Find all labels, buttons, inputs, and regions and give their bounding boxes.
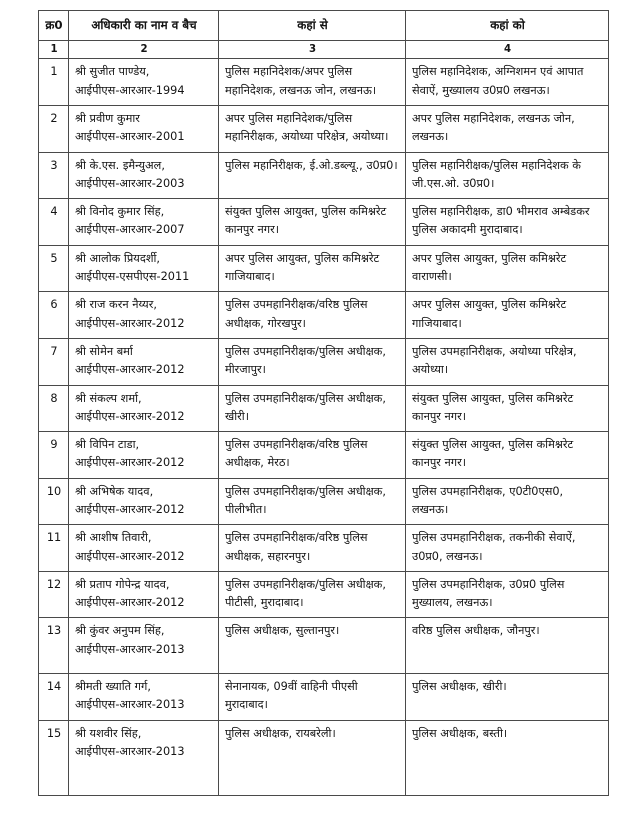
- cell-serial-number: 6: [39, 292, 69, 339]
- table-row: [39, 338, 609, 385]
- cell-from-posting: पुलिस महानिरीक्षक, ई.ओ.डब्ल्यू., उ0प्र0।: [219, 152, 406, 199]
- officer-batch: आईपीएस-आरआर-2007: [75, 223, 185, 237]
- header-to-posting: कहां को: [406, 11, 609, 41]
- cell-serial-number: 5: [39, 245, 69, 292]
- table-row: [39, 674, 609, 721]
- header-from-posting: कहां से: [219, 11, 406, 41]
- officer-name: श्री अभिषेक यादव,: [75, 484, 154, 498]
- officer-name: श्री राज करन नैय्यर,: [75, 298, 157, 312]
- table-row: [39, 571, 609, 618]
- cell-from-posting: पुलिस उपमहानिरीक्षक/वरिष्ठ पुलिस अधीक्षक, गोरखपुर।: [219, 292, 406, 339]
- cell-from-posting: पुलिस उपमहानिरीक्षक/वरिष्ठ पुलिस अधीक्षक, सहारनपुर।: [219, 525, 406, 572]
- column-number-3: 3: [219, 41, 406, 59]
- officer-name: श्री प्रताप गोपेन्द्र यादव,: [75, 577, 170, 591]
- header-row-titles: [39, 11, 609, 41]
- cell-from-posting: पुलिस अधीक्षक, रायबरेली।: [219, 720, 406, 796]
- officer-name: श्री के.एस. इमैन्युअल,: [75, 158, 165, 172]
- cell-officer-name-batch: [69, 152, 219, 199]
- cell-officer-name-batch: [69, 571, 219, 618]
- officer-name: श्री प्रवीण कुमार: [75, 111, 140, 125]
- cell-from-posting: पुलिस उपमहानिरीक्षक/पुलिस अधीक्षक, पीटीसी, मुरादाबाद।: [219, 571, 406, 618]
- cell-to-posting: पुलिस महानिरीक्षक, डा0 भीमराव अम्बेडकर पुलिस अकादमी मुरादाबाद।: [406, 199, 609, 246]
- cell-serial-number: 3: [39, 152, 69, 199]
- cell-from-posting: संयुक्त पुलिस आयुक्त, पुलिस कमिश्नरेट कानपुर नगर।: [219, 199, 406, 246]
- cell-officer-name-batch: [69, 385, 219, 432]
- cell-from-posting: सेनानायक, 09वीं वाहिनी पीएसी मुरादाबाद।: [219, 674, 406, 721]
- cell-to-posting: पुलिस अधीक्षक, खीरी।: [406, 674, 609, 721]
- cell-from-posting: पुलिस महानिदेशक/अपर पुलिस महानिदेशक, लखनऊ जोन, लखनऊ।: [219, 59, 406, 106]
- cell-from-posting: अपर पुलिस महानिदेशक/पुलिस महानिरीक्षक, अयोध्या परिक्षेत्र, अयोध्या।: [219, 105, 406, 152]
- cell-officer-name-batch: [69, 59, 219, 106]
- cell-officer-name-batch: [69, 245, 219, 292]
- officer-batch: आईपीएस-आरआर-2003: [75, 176, 185, 190]
- officer-batch: आईपीएस-आरआर-2001: [75, 130, 185, 144]
- cell-serial-number: 15: [39, 720, 69, 796]
- officer-batch: आईपीएस-आरआर-2012: [75, 409, 185, 423]
- cell-serial-number: 11: [39, 525, 69, 572]
- officer-batch: आईपीएस-आरआर-2012: [75, 363, 185, 377]
- officer-batch: आईपीएस-आरआर-2013: [75, 642, 185, 656]
- officer-batch: आईपीएस-आरआर-2013: [75, 744, 185, 758]
- cell-to-posting: पुलिस उपमहानिरीक्षक, ए0टी0एस0, लखनऊ।: [406, 478, 609, 525]
- cell-to-posting: पुलिस उपमहानिरीक्षक, तकनीकी सेवाऐं, उ0प्र0, लखनऊ।: [406, 525, 609, 572]
- cell-to-posting: पुलिस महानिदेशक, अग्निशमन एवं आपात सेवाऐं, मुख्यालय उ0प्र0 लखनऊ।: [406, 59, 609, 106]
- officer-batch: आईपीएस-आरआर-2012: [75, 549, 185, 563]
- officer-name: श्री संकल्प शर्मा,: [75, 391, 142, 405]
- officer-batch: आईपीएस-आरआर-2012: [75, 502, 185, 516]
- officer-name: श्री सुजीत पाण्डेय,: [75, 65, 150, 79]
- header-serial-number: क्र0: [39, 11, 69, 41]
- cell-officer-name-batch: [69, 720, 219, 796]
- table-row: [39, 245, 609, 292]
- cell-to-posting: संयुक्त पुलिस आयुक्त, पुलिस कमिश्नरेट कानपुर नगर।: [406, 385, 609, 432]
- transfer-table-container: [38, 10, 608, 796]
- cell-serial-number: 14: [39, 674, 69, 721]
- table-row: [39, 105, 609, 152]
- cell-serial-number: 4: [39, 199, 69, 246]
- header-officer-name-batch: अधिकारी का नाम व बैच: [69, 11, 219, 41]
- officer-name: श्री कुंवर अनुपम सिंह,: [75, 624, 165, 638]
- cell-officer-name-batch: [69, 674, 219, 721]
- table-row: [39, 432, 609, 479]
- cell-officer-name-batch: [69, 478, 219, 525]
- cell-serial-number: 12: [39, 571, 69, 618]
- officer-batch: आईपीएस-आरआर-2013: [75, 698, 185, 712]
- cell-serial-number: 2: [39, 105, 69, 152]
- officer-name: श्रीमती ख्याति गर्ग,: [75, 680, 151, 694]
- table-row: [39, 525, 609, 572]
- cell-serial-number: 10: [39, 478, 69, 525]
- cell-to-posting: पुलिस उपमहानिरीक्षक, अयोध्या परिक्षेत्र, अयोध्या।: [406, 338, 609, 385]
- officer-name: श्री विपिन टाडा,: [75, 438, 140, 452]
- cell-from-posting: पुलिस उपमहानिरीक्षक/पुलिस अधीक्षक, खीरी।: [219, 385, 406, 432]
- table-body: [39, 59, 609, 796]
- cell-to-posting: संयुक्त पुलिस आयुक्त, पुलिस कमिश्नरेट कानपुर नगर।: [406, 432, 609, 479]
- cell-to-posting: अपर पुलिस महानिदेशक, लखनऊ जोन, लखनऊ।: [406, 105, 609, 152]
- officer-name: श्री सोमेन बर्मा: [75, 344, 133, 358]
- officer-name: श्री आशीष तिवारी,: [75, 531, 152, 545]
- cell-to-posting: पुलिस अधीक्षक, बस्ती।: [406, 720, 609, 796]
- officer-batch: आईपीएस-आरआर-2012: [75, 596, 185, 610]
- table-row: [39, 720, 609, 796]
- column-number-4: 4: [406, 41, 609, 59]
- cell-to-posting: पुलिस उपमहानिरीक्षक, उ0प्र0 पुलिस मुख्यालय, लखनऊ।: [406, 571, 609, 618]
- cell-to-posting: वरिष्ठ पुलिस अधीक्षक, जौनपुर।: [406, 618, 609, 674]
- cell-serial-number: 1: [39, 59, 69, 106]
- cell-officer-name-batch: [69, 338, 219, 385]
- cell-from-posting: पुलिस अधीक्षक, सुल्तानपुर।: [219, 618, 406, 674]
- cell-to-posting: पुलिस महानिरीक्षक/पुलिस महानिदेशक के जी.एस.ओ. उ0प्र0।: [406, 152, 609, 199]
- officer-batch: आईपीएस-आरआर-1994: [75, 83, 185, 97]
- cell-serial-number: 9: [39, 432, 69, 479]
- cell-officer-name-batch: [69, 292, 219, 339]
- officer-batch: आईपीएस-आरआर-2012: [75, 316, 185, 330]
- cell-from-posting: पुलिस उपमहानिरीक्षक/पुलिस अधीक्षक, पीलीभीत।: [219, 478, 406, 525]
- officer-name: श्री आलोक प्रियदर्शी,: [75, 251, 161, 265]
- table-row: [39, 385, 609, 432]
- officer-name: श्री यशवीर सिंह,: [75, 726, 142, 740]
- cell-from-posting: पुलिस उपमहानिरीक्षक/वरिष्ठ पुलिस अधीक्षक, मेरठ।: [219, 432, 406, 479]
- table-row: [39, 59, 609, 106]
- column-number-1: 1: [39, 41, 69, 59]
- cell-officer-name-batch: [69, 432, 219, 479]
- officer-name: श्री विनोद कुमार सिंह,: [75, 205, 165, 219]
- cell-serial-number: 13: [39, 618, 69, 674]
- table-row: [39, 292, 609, 339]
- cell-to-posting: अपर पुलिस आयुक्त, पुलिस कमिश्नरेट गाजियाबाद।: [406, 292, 609, 339]
- cell-officer-name-batch: [69, 199, 219, 246]
- cell-from-posting: पुलिस उपमहानिरीक्षक/पुलिस अधीक्षक, मीरजापुर।: [219, 338, 406, 385]
- officer-batch: आईपीएस-आरआर-2012: [75, 456, 185, 470]
- cell-officer-name-batch: [69, 525, 219, 572]
- cell-serial-number: 7: [39, 338, 69, 385]
- table-row: [39, 618, 609, 674]
- cell-officer-name-batch: [69, 618, 219, 674]
- table-row: [39, 152, 609, 199]
- table-row: [39, 199, 609, 246]
- officer-batch: आईपीएस-एसपीएस-2011: [75, 270, 190, 284]
- cell-to-posting: अपर पुलिस आयुक्त, पुलिस कमिश्नरेट वाराणसी।: [406, 245, 609, 292]
- table-row: [39, 478, 609, 525]
- table-header: [39, 11, 609, 59]
- column-number-2: 2: [69, 41, 219, 59]
- cell-serial-number: 8: [39, 385, 69, 432]
- officer-transfer-table: [38, 10, 609, 796]
- cell-officer-name-batch: [69, 105, 219, 152]
- header-row-column-numbers: [39, 41, 609, 59]
- cell-from-posting: अपर पुलिस आयुक्त, पुलिस कमिश्नरेट गाजियाबाद।: [219, 245, 406, 292]
